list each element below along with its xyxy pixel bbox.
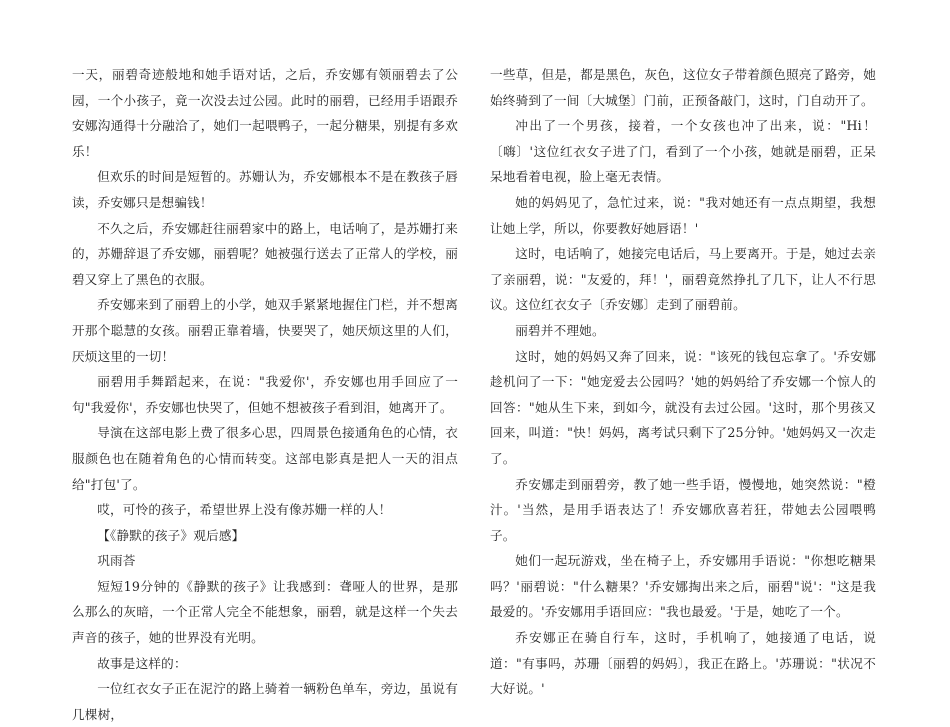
left-text-column	[72, 62, 458, 727]
right-column-paragraph: 她们一起玩游戏，坐在椅子上，乔安娜用手语说："你想吃糖果吗？'丽碧说："什么糖果？'乔安娜掏出来之后，丽碧"说'："这是我最爱的。'乔安娜用手语回应："我也最爱。'于是，她吃了一个。	[490, 553, 876, 620]
left-column-paragraph: 哎，可怜的孩子，希望世界上没有像苏姗一样的人！	[97, 502, 392, 518]
right-column-paragraph: 冲出了一个男孩，接着，一个女孩也冲了出来，说："Hi！〔嗨〕'这位红衣女子进了门，看到了一个小孩，她就是丽碧，正呆呆地看着电视，脸上毫无表情。	[490, 118, 876, 185]
left-column-paragraph: 故事是这样的：	[97, 655, 187, 671]
left-column-paragraph: 不久之后，乔安娜赶往丽碧家中的路上，电话响了，是苏姗打来的，苏姗辞退了乔安娜，丽碧呢？她被强行送去了正常人的学校，丽碧又穿上了黑色的衣服。	[72, 220, 458, 287]
left-column-paragraph: 导演在这部电影上费了很多心思，四周景色接通角色的心情，衣服颜色也在随着角色的心情而转变。这部电影真是把人一天的泪点给"打包'了。	[72, 425, 458, 492]
left-column-paragraph: 一位红衣女子正在泥泞的路上骑着一辆粉色单车，旁边，虽说有几棵树，	[72, 681, 458, 722]
left-column-paragraph: 但欢乐的时间是短暂的。苏姗认为，乔安娜根本不是在教孩子唇读，乔安娜只是想骗钱！	[72, 169, 458, 210]
right-column-paragraph: 乔安娜走到丽碧旁，教了她一些手语，慢慢地，她突然说："橙汁。'当然，是用手语表达了！乔安娜欣喜若狂，带她去公园喂鸭子。	[490, 476, 876, 543]
left-column-paragraph: 一天，丽碧奇迹般地和她手语对话，之后，乔安娜有领丽碧去了公园，一个小孩子，竟一次没去过公园。此时的丽碧，已经用手语跟乔安娜沟通得十分融洽了，她们一起喂鸭子，一起分糖果，别提有多欢乐！	[72, 67, 458, 159]
right-column-paragraph: 这时，她的妈妈又奔了回来，说："该死的钱包忘拿了。'乔安娜趁机问了一下："她宠爱去公园吗？'她的妈妈给了乔安娜一个惊人的回答："她从生下来，到如今，就没有去过公园。'这时，那个男孩又回来，叫道："快！妈妈，离考试只剩下了25分钟。'她妈妈又一次走了。	[490, 348, 876, 466]
left-column-paragraph: 短短19分钟的《静默的孩子》让我感到：聋哑人的世界，是那么那么的灰暗，一个正常人完全不能想象，丽碧，就是这样一个失去声音的孩子，她的世界没有光明。	[72, 578, 458, 646]
left-column-paragraph: 丽碧用手舞蹈起来，在说："我爱你'，乔安娜也用手回应了一句"我爱你'，乔安娜也快哭了，但她不想被孩子看到泪，她离开了。	[72, 374, 458, 415]
left-column-paragraph: 【《静默的孩子》观后感】	[97, 527, 245, 543]
right-column-paragraph: 乔安娜正在骑自行车，这时，手机响了，她接通了电话，说道："有事吗，苏珊〔丽碧的妈妈〕，我正在路上。'苏珊说："状况不大好说。'	[490, 630, 876, 697]
right-column-paragraph: 这时，电话响了，她接完电话后，马上要离开。于是，她过去亲了亲丽碧，说："友爱的，拜！'，丽碧竟然挣扎了几下，让人不行思议。这位红衣女子〔乔安娜〕走到了丽碧前。	[490, 246, 876, 313]
right-text-column	[490, 62, 876, 702]
right-column-paragraph: 一些草，但是，都是黑色，灰色，这位女子带着颜色照亮了路旁，她始终骑到了一间〔大城堡〕门前，正预备敲门，这时，门自动开了。	[490, 67, 876, 108]
left-column-paragraph: 巩雨荅	[97, 553, 136, 569]
left-column-paragraph: 乔安娜来到了丽碧上的小学，她双手紧紧地握住门栏，并不想离开那个聪慧的女孩。丽碧正靠着墙，快要哭了，她厌烦这里的人们，厌烦这里的一切！	[72, 297, 458, 364]
right-column-paragraph: 她的妈妈见了，急忙过来，说："我对她还有一点点期望，我想让她上学，所以，你要教好她唇语！'	[490, 194, 876, 236]
right-column-paragraph: 丽碧并不理她。	[515, 322, 605, 338]
